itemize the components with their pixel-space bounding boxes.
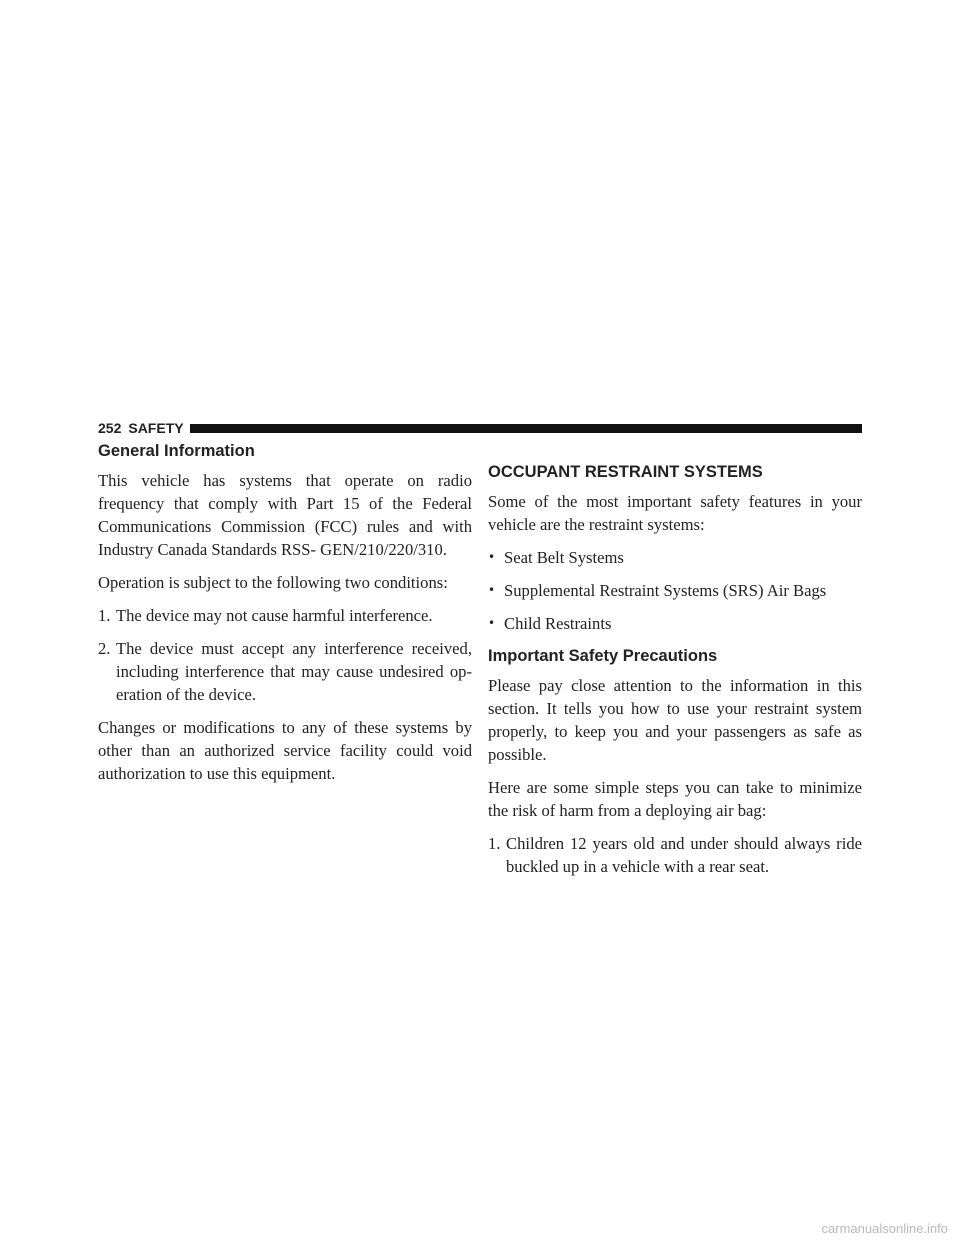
restraint-intro-paragraph: Some of the most important safety features in your vehicle are the restraint systems: <box>488 492 862 534</box>
precautions-paragraph: Please pay close attention to the information in this section. It tells you how to use your restraint system properly, to keep you and your passengers as safe as possible. <box>488 676 862 764</box>
bullet-item-seat-belts <box>488 546 862 569</box>
occupant-restraint-heading: OCCUPANT RESTRAINT SYSTEMS <box>488 463 763 481</box>
bullet-icon: • <box>488 583 496 597</box>
bullet-icon: • <box>488 550 496 564</box>
header-rule <box>190 424 862 433</box>
bullet-item-child-restraints <box>488 612 862 635</box>
bullet-text: Child Restraints <box>504 614 612 633</box>
left-column <box>98 440 472 795</box>
steps-paragraph: Here are some simple steps you can take to minimize the risk of harm from a deploying air bag: <box>488 778 862 820</box>
watermark: carmanualsonline.info <box>821 1221 948 1236</box>
list-text: The device may not cause harmful interference. <box>116 606 433 625</box>
page-number: 252 <box>98 420 122 436</box>
bullet-item-air-bags <box>488 579 862 602</box>
list-text: The device must accept any interference received, including interference that may cause undesired op- eration of the device. <box>116 639 472 704</box>
safety-precautions-heading: Important Safety Precautions <box>488 647 718 665</box>
bullet-text: Supplemental Restraint Systems (SRS) Air Bags <box>504 581 827 600</box>
condition-item-1 <box>98 604 472 627</box>
list-number: 1. <box>98 606 111 625</box>
general-information-heading: General Information <box>98 442 255 460</box>
conditions-paragraph: Operation is subject to the following two conditions: <box>98 573 448 592</box>
step-item-1 <box>488 832 862 878</box>
list-text: Children 12 years old and under should always ride buckled up in a vehicle with a rear seat. <box>506 834 862 876</box>
right-column <box>488 440 862 888</box>
section-label: SAFETY <box>128 420 184 436</box>
changes-paragraph: Changes or modifications to any of these systems by other than an authorized service facility could void authorization to use this equipment. <box>98 718 472 783</box>
list-number: 2. <box>98 639 111 658</box>
bullet-text: Seat Belt Systems <box>504 548 624 567</box>
fcc-paragraph: This vehicle has systems that operate on radio frequency that comply with Part 15 of the Federal Communications Commission (FCC) rules and with Industry Canada Standards RSS- GEN/210/220/310. <box>98 471 472 559</box>
bullet-icon: • <box>488 616 496 630</box>
list-number: 1. <box>488 834 501 853</box>
condition-item-2 <box>98 637 472 706</box>
page-header <box>98 419 862 437</box>
